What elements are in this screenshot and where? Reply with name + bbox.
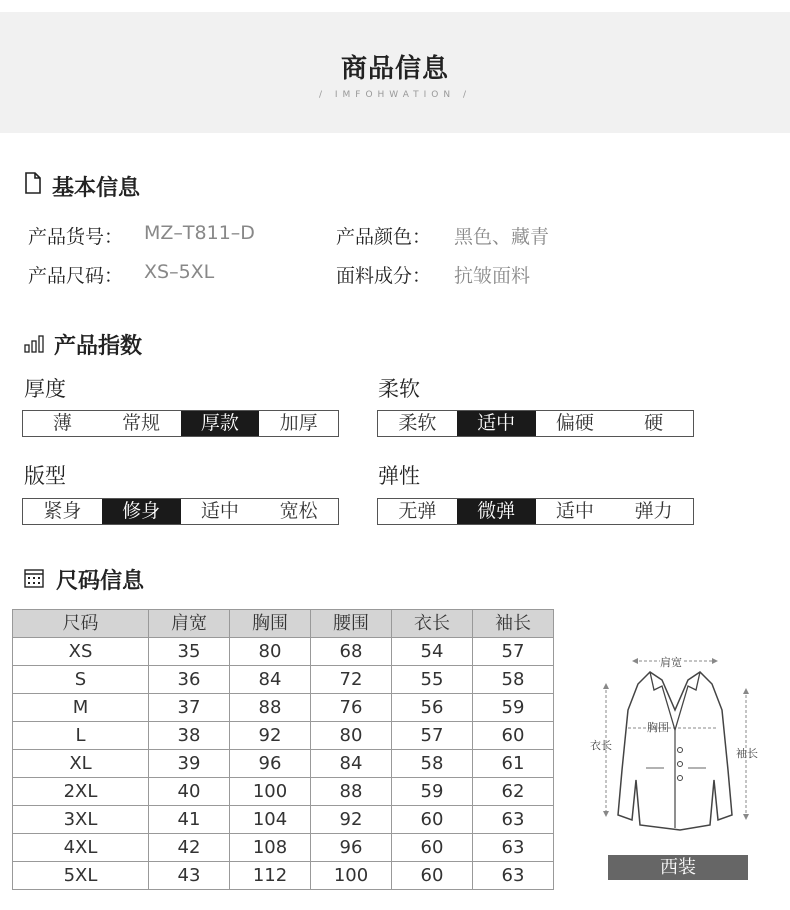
- measurement-cell: 80: [230, 638, 311, 666]
- size-cell: XS: [13, 638, 149, 666]
- sku-value: MZ–T811–D: [144, 222, 255, 244]
- basic-info-section: [24, 172, 42, 198]
- column-header: 胸围: [230, 610, 311, 638]
- measurement-cell: 57: [392, 722, 473, 750]
- table-header-row: [13, 610, 554, 638]
- size-cell: 2XL: [13, 778, 149, 806]
- measurement-cell: 56: [392, 694, 473, 722]
- fit-option: 适中: [200, 500, 239, 522]
- column-header: 腰围: [311, 610, 392, 638]
- measurement-cell: 80: [311, 722, 392, 750]
- table-row: [13, 806, 554, 834]
- measurement-cell: 60: [392, 862, 473, 890]
- table-row: [13, 778, 554, 806]
- table-row: [13, 722, 554, 750]
- document-icon: [24, 172, 42, 198]
- table-row: [13, 694, 554, 722]
- size-cell: S: [13, 666, 149, 694]
- fit-option: 紧身: [43, 500, 82, 522]
- measurement-cell: 84: [230, 666, 311, 694]
- elasticity-option-selected: 微弹: [457, 499, 536, 524]
- size-range-value: XS–5XL: [144, 261, 215, 283]
- measurement-cell: 41: [149, 806, 230, 834]
- measurement-cell: 63: [473, 834, 554, 862]
- elasticity-option: 适中: [555, 500, 594, 522]
- measurement-cell: 39: [149, 750, 230, 778]
- size-table: [12, 609, 554, 890]
- measurement-cell: 43: [149, 862, 230, 890]
- table-row: [13, 834, 554, 862]
- calendar-grid-icon: [24, 568, 44, 592]
- size-cell: XL: [13, 750, 149, 778]
- size-info-title: 尺码信息: [56, 569, 145, 594]
- size-cell: L: [13, 722, 149, 750]
- chest-label: 胸围: [647, 721, 669, 734]
- measurement-cell: 60: [392, 806, 473, 834]
- thickness-scale: [22, 410, 339, 437]
- size-cell: 5XL: [13, 862, 149, 890]
- measurement-cell: 84: [311, 750, 392, 778]
- measurement-cell: 35: [149, 638, 230, 666]
- size-range-label: 产品尺码：: [28, 265, 124, 287]
- measurement-cell: 37: [149, 694, 230, 722]
- column-header: 肩宽: [149, 610, 230, 638]
- color-value: 黑色、藏青: [454, 226, 550, 248]
- measurement-cell: 100: [230, 778, 311, 806]
- measurement-cell: 96: [311, 834, 392, 862]
- thickness-option: 常规: [122, 412, 161, 434]
- measurement-cell: 62: [473, 778, 554, 806]
- measurement-cell: 61: [473, 750, 554, 778]
- measurement-cell: 112: [230, 862, 311, 890]
- column-header: 尺码: [13, 610, 149, 638]
- elasticity-option: 弹力: [634, 500, 673, 522]
- sleeve-label: 袖长: [736, 747, 758, 760]
- measurement-cell: 60: [392, 834, 473, 862]
- measurement-cell: 72: [311, 666, 392, 694]
- thickness-label: 厚度: [24, 377, 66, 401]
- measurement-cell: 55: [392, 666, 473, 694]
- softness-label: 柔软: [378, 377, 420, 401]
- measurement-cell: 59: [392, 778, 473, 806]
- figure-caption: 西装: [608, 855, 748, 880]
- softness-option: 硬: [644, 412, 664, 434]
- measurement-cell: 60: [473, 722, 554, 750]
- page-subtitle: / IMFOHWATION /: [318, 90, 472, 100]
- size-cell: 4XL: [13, 834, 149, 862]
- basic-info-title: 基本信息: [52, 176, 141, 201]
- measurement-cell: 58: [392, 750, 473, 778]
- length-label: 衣长: [590, 739, 612, 752]
- size-cell: 3XL: [13, 806, 149, 834]
- table-row: [13, 666, 554, 694]
- table-row: [13, 862, 554, 890]
- softness-option: 柔软: [398, 412, 437, 434]
- measurement-cell: 88: [230, 694, 311, 722]
- measurement-cell: 100: [311, 862, 392, 890]
- sku-label: 产品货号：: [28, 226, 124, 248]
- softness-scale: [377, 410, 694, 437]
- measurement-cell: 88: [311, 778, 392, 806]
- measurement-cell: 38: [149, 722, 230, 750]
- column-header: 衣长: [392, 610, 473, 638]
- jacket-illustration: [588, 650, 778, 835]
- size-cell: M: [13, 694, 149, 722]
- elasticity-scale: [377, 498, 694, 525]
- bar-chart-icon: [24, 335, 46, 357]
- measurement-cell: 92: [230, 722, 311, 750]
- table-row: [13, 638, 554, 666]
- measurement-cell: 59: [473, 694, 554, 722]
- measurement-cell: 104: [230, 806, 311, 834]
- measurement-cell: 36: [149, 666, 230, 694]
- fit-option-selected: 修身: [102, 499, 181, 524]
- shoulder-width-label: 肩宽: [660, 656, 682, 669]
- table-row: [13, 750, 554, 778]
- thickness-option: 加厚: [279, 412, 318, 434]
- thickness-option-selected: 厚款: [181, 411, 260, 436]
- measurement-cell: 108: [230, 834, 311, 862]
- color-label: 产品颜色：: [336, 226, 432, 248]
- fabric-value: 抗皱面料: [454, 265, 531, 287]
- measurement-cell: 42: [149, 834, 230, 862]
- thickness-option: 薄: [52, 412, 72, 434]
- measurement-cell: 40: [149, 778, 230, 806]
- measurement-cell: 96: [230, 750, 311, 778]
- fabric-label: 面料成分：: [336, 265, 432, 287]
- column-header: 袖长: [473, 610, 554, 638]
- product-index-title: 产品指数: [54, 334, 143, 359]
- measurement-cell: 58: [473, 666, 554, 694]
- measurement-cell: 54: [392, 638, 473, 666]
- measurement-cell: 63: [473, 806, 554, 834]
- fit-scale: [22, 498, 339, 525]
- softness-option: 偏硬: [555, 412, 594, 434]
- elasticity-option: 无弹: [398, 500, 437, 522]
- measurement-cell: 68: [311, 638, 392, 666]
- elasticity-label: 弹性: [378, 464, 420, 488]
- measurement-cell: 92: [311, 806, 392, 834]
- softness-option-selected: 适中: [457, 411, 536, 436]
- measurement-cell: 76: [311, 694, 392, 722]
- fit-label: 版型: [24, 464, 66, 488]
- measurement-cell: 63: [473, 862, 554, 890]
- fit-option: 宽松: [279, 500, 318, 522]
- measurement-cell: 57: [473, 638, 554, 666]
- page-title: 商品信息: [340, 54, 449, 84]
